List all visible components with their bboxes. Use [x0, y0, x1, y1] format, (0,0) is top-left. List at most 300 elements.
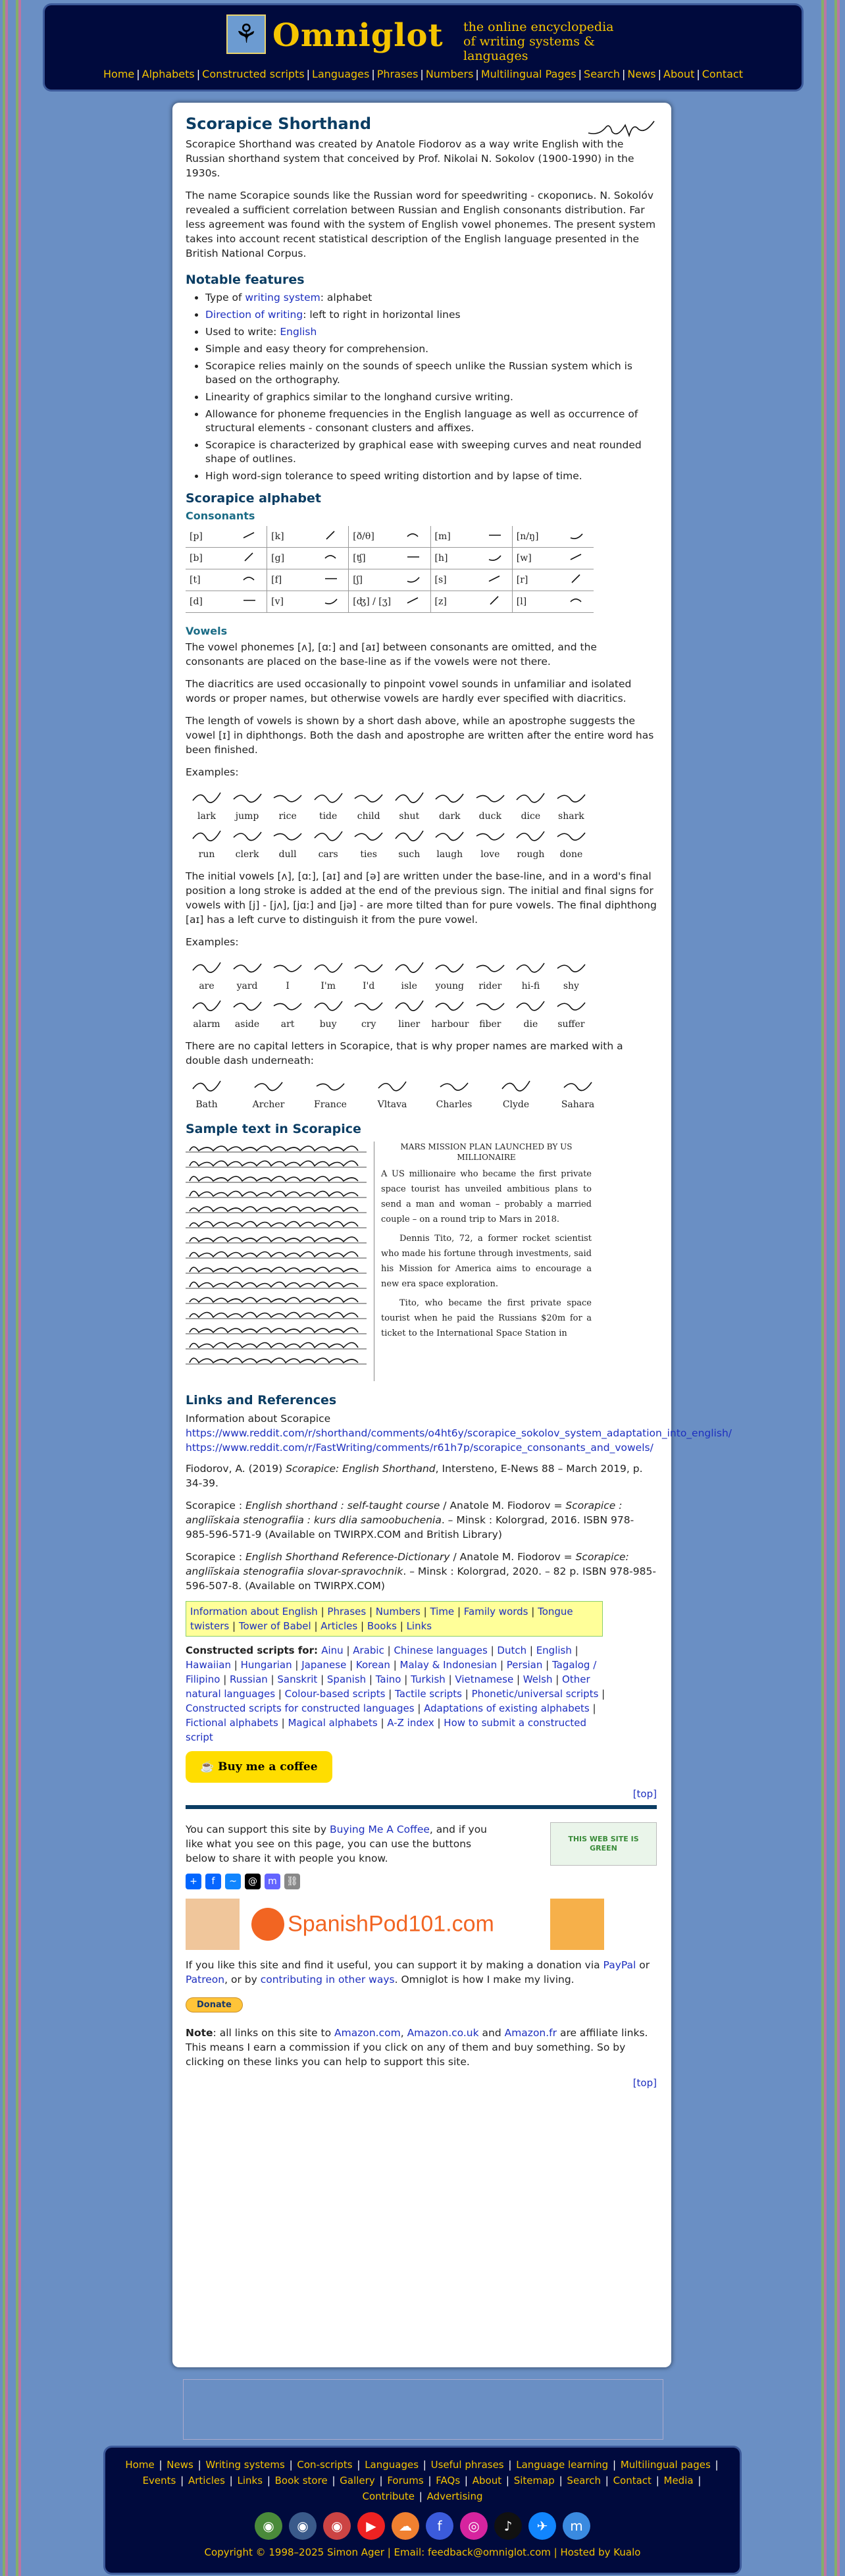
constructed-script-link[interactable]: Korean [355, 1659, 390, 1671]
shorthand-outline [555, 826, 588, 845]
shorthand-outline [433, 957, 466, 977]
shorthand-outline [514, 787, 547, 807]
feature-item: • Direction of writing: left to right in horizontal lines [205, 308, 657, 322]
constructed-script-link[interactable]: Tactile scripts [395, 1688, 462, 1700]
example-word: run [188, 826, 225, 860]
links-block [186, 1411, 732, 1455]
consonant-glyph [396, 569, 431, 591]
tagline-line-1: the online encyclopedia [463, 20, 614, 34]
bluesky-icon[interactable]: ~ [225, 1874, 241, 1889]
footer-nav-link[interactable]: Contribute [362, 2490, 415, 2502]
constructed-script-link[interactable]: Adaptations of existing alphabets [424, 1702, 590, 1714]
example-word: jump [229, 787, 266, 822]
direction-link[interactable]: Direction of writing [205, 309, 303, 321]
constructed-script-link[interactable]: Tagalog / Filipino [186, 1659, 597, 1685]
examples-row-1b [186, 826, 592, 860]
example-word: ties [350, 826, 387, 860]
consonant-glyph [314, 569, 349, 591]
shorthand-outline [352, 787, 385, 807]
sample-text-block [186, 1142, 594, 1381]
example-word: cars [310, 826, 347, 860]
feature-item: • Used to write: English [205, 325, 657, 339]
example-word: harbour [431, 995, 468, 1030]
support-section [186, 1822, 657, 2089]
consonant-symbol: [ʃ] [349, 569, 396, 591]
example-word: I [269, 957, 306, 991]
example-word: tide [310, 787, 347, 822]
constructed-script-link[interactable]: A-Z index [387, 1717, 434, 1729]
site-logo[interactable] [226, 14, 621, 63]
shorthand-outline [271, 826, 304, 845]
footer-nav-link[interactable]: Language learning [516, 2459, 609, 2471]
consonant-glyph [232, 548, 267, 569]
facebook-icon[interactable]: f [426, 2512, 453, 2540]
consonant-symbol: [l] [512, 591, 559, 613]
constructed-script-link[interactable]: Dutch [497, 1644, 527, 1656]
amazon-uk-link[interactable]: Amazon.co.uk [407, 2027, 479, 2039]
nav-multilingual[interactable]: Multilingual Pages [480, 68, 576, 80]
example-word: such [391, 826, 428, 860]
example-word: lark [188, 787, 225, 822]
consonant-symbol: [r] [512, 569, 559, 591]
footer-nav-link[interactable]: Sitemap [513, 2475, 555, 2486]
nav-constructed-scripts[interactable]: Constructed scripts [202, 68, 305, 80]
mastodon-icon[interactable]: m [563, 2512, 590, 2540]
consonant-glyph [559, 569, 594, 591]
related-link[interactable]: Family words [463, 1606, 528, 1617]
mastodon-icon[interactable]: m [265, 1874, 280, 1889]
example-word: laugh [431, 826, 468, 860]
constructed-script-link[interactable]: Russian [230, 1673, 268, 1685]
constructed-label: Constructed scripts for: [186, 1644, 322, 1656]
consonant-glyph [314, 526, 349, 548]
constructed-script-link[interactable]: Vietnamese [455, 1673, 514, 1685]
consonant-symbol: [h] [430, 548, 478, 569]
nav-home[interactable]: Home [103, 68, 135, 80]
constructed-script-link[interactable]: Fictional alphabets [186, 1717, 278, 1729]
amazon-fr-link[interactable]: Amazon.fr [504, 2027, 557, 2039]
shorthand-outline [433, 995, 466, 1015]
example-word: aside [229, 995, 266, 1030]
example-word: Vltava [374, 1076, 411, 1110]
example-word: yard [229, 957, 266, 991]
shorthand-outline [271, 787, 304, 807]
footer-nav-link[interactable]: Links [237, 2475, 263, 2486]
consonant-row [186, 526, 594, 548]
footer-nav-link[interactable]: Articles [188, 2475, 225, 2486]
shorthand-outline [190, 995, 223, 1015]
shorthand-outline [190, 1076, 223, 1095]
related-links-box: Information about English | Phrases | Numbers | Time | Family words | Tongue twisters | Tower of Babel | Articles | Books | Links [186, 1601, 603, 1637]
footer-nav-link[interactable]: Con-scripts [297, 2459, 353, 2471]
constructed-script-link[interactable]: Sanskrit [277, 1673, 318, 1685]
footer-nav-link[interactable]: Media [663, 2475, 694, 2486]
constructed-script-link[interactable]: English [536, 1644, 572, 1656]
badge-icon[interactable]: ◉ [255, 2512, 282, 2540]
example-word: rider [472, 957, 509, 991]
consonant-symbol: [s] [430, 569, 478, 591]
example-word: I'm [310, 957, 347, 991]
top-link-bottom [186, 2077, 657, 2089]
consonant-symbol: [ʧ] [349, 548, 396, 569]
consonant-glyph [478, 591, 513, 613]
reference-2: Scorapice : English shorthand : self-taught course / Anatole M. Fiodorov = Scorapice : angliĭskaia stenografiia : kurs dlia samoobuchenia. – Minsk : Kolorgrad, 2016. ISBN 978-985-596-571-9 (Available on TWIRPX.COM and British Library) [186, 1500, 634, 1540]
shorthand-outline [393, 957, 426, 977]
shorthand-outline [231, 826, 264, 845]
shorthand-outline [312, 995, 345, 1015]
constructed-script-link[interactable]: Magical alphabets [288, 1717, 378, 1729]
intro-paragraph-1: Scorapice Shorthand was created by Anatole Fiodorov as a way write English with the Russian shorthand system that conceived by Prof. Nikolai N. Sokolov (1900-1990) in the 1930s. [186, 138, 634, 179]
examples-row-2a [186, 957, 592, 991]
constructed-scripts-links: Constructed scripts for: Ainu | Arabic | Chinese languages | Dutch | English | Hawaiian | Hungarian | Japanese | Korean | Malay & Indonesian | Persian | Tagalog / Filipino | Russian | Sanskrit | Spanish | Taino | Turkish | Vietnamese | Welsh | Other natural languages | Colour-based scripts | Tactile scripts | Phonetic/universal scripts | Constructed scripts for constructed languages | Adaptations of existing alphabets | Fictional alphabets | Magical alphabets | A-Z index | How to submit a constructed script [186, 1644, 605, 1743]
back-to-top-link[interactable]: [top] [632, 2077, 657, 2089]
main-content-card [172, 103, 732, 2367]
example-word: France [312, 1076, 349, 1110]
shorthand-outline [514, 957, 547, 977]
capitals-paragraph: There are no capital letters in Scorapice, that is why proper names are marked with a double dash underneath: [186, 1040, 623, 1066]
feature-item: • Type of writing system: alphabet [205, 291, 657, 305]
shorthand-outline [433, 787, 466, 807]
shorthand-outline [314, 1076, 347, 1095]
links-info-text: Information about Scorapice [186, 1413, 331, 1425]
shorthand-outline [438, 1076, 471, 1095]
shorthand-outline [555, 787, 588, 807]
nav-about[interactable]: About [663, 68, 695, 80]
feature-item: • Scorapice is characterized by graphical ease with sweeping curves and neat rounded shape of outlines. [205, 438, 657, 466]
tagline-line-2: of writing systems & languages [463, 34, 595, 63]
example-word: isle [391, 957, 428, 991]
example-word: rough [512, 826, 549, 860]
shorthand-outline [555, 957, 588, 977]
constructed-script-link[interactable]: Turkish [411, 1673, 446, 1685]
consonant-glyph [396, 591, 431, 613]
shorthand-outline [231, 995, 264, 1015]
instagram-icon[interactable]: ◎ [460, 2512, 488, 2540]
shorthand-outline [190, 957, 223, 977]
example-word: clerk [229, 826, 266, 860]
footer-nav-link[interactable]: Contact [613, 2475, 652, 2486]
reference-1: Fiodorov, A. (2019) Scorapice: English Shorthand, Intersteno, E-News 88 – March 2019, p. 34-39. [186, 1463, 643, 1489]
vowels-heading: Vowels [186, 625, 228, 637]
example-word: dark [431, 787, 468, 822]
related-link[interactable]: Phrases [327, 1606, 367, 1617]
consonant-glyph [396, 548, 431, 569]
consonant-symbol: [ʤ] / [ʒ] [349, 591, 396, 613]
constructed-script-link[interactable]: Ainu [321, 1644, 344, 1656]
examples-label-2: Examples: [186, 936, 239, 948]
amazon-com-link[interactable]: Amazon.com [334, 2027, 401, 2039]
article-body [186, 115, 732, 2094]
shorthand-sample-lines [186, 1142, 370, 1379]
shorthand-outline [514, 826, 547, 845]
example-word: alarm [188, 995, 225, 1030]
example-word: shy [553, 957, 590, 991]
consonants-table [186, 526, 594, 613]
nav-languages[interactable]: Languages [312, 68, 370, 80]
vowels-paragraph-3: The length of vowels is shown by a short dash above, while an apostrophe suggests the vowel [ɪ] in diphthongs. Both the dash and apostrophe are written after the entire word has been finished. [186, 715, 654, 756]
shorthand-outline [352, 957, 385, 977]
site-header [45, 5, 802, 90]
consonant-glyph [559, 526, 594, 548]
example-word: duck [472, 787, 509, 822]
consonant-symbol: [v] [267, 591, 315, 613]
footer-nav-link[interactable]: FAQs [436, 2475, 461, 2486]
paypal-link[interactable]: PayPal [603, 1959, 636, 1971]
copyright: Copyright © 1998–2025 Simon Ager | Email: feedback@omniglot.com | Hosted by Kualo [204, 2546, 641, 2558]
vowels-paragraph-1: The vowel phonemes [ʌ], [ɑː] and [aɪ] between consonants are omitted, and the consonants are placed on the base-line as if the vowels were not there. [186, 641, 597, 668]
examples-row-2b [186, 995, 592, 1030]
nav-news[interactable]: News [627, 68, 656, 80]
site-footer [105, 2448, 740, 2573]
shorthand-outline [514, 995, 547, 1015]
constructed-script-link[interactable]: Spanish [326, 1673, 367, 1685]
footer-nav-link[interactable]: Book store [274, 2475, 328, 2486]
nav-contact[interactable]: Contact [702, 68, 743, 80]
facebook-icon[interactable]: f [205, 1874, 221, 1889]
coffee-cup-icon: ☕ [200, 1760, 215, 1774]
constructed-script-link[interactable]: Constructed scripts for constructed languages [186, 1702, 415, 1714]
social-icons [105, 2512, 740, 2540]
english-link[interactable]: English [280, 326, 317, 338]
shorthand-outline [312, 957, 345, 977]
footer-nav-link[interactable]: Writing systems [205, 2459, 285, 2471]
support-paragraph-2: If you like this site and find it useful, you can support it by making a donation via PayPal or Patreon, or by contributing in other ways. Omniglot is how I make my living. [186, 1959, 650, 1985]
consonant-glyph [314, 591, 349, 613]
support-paragraph-1: You can support this site by Buying Me A Coffee, and if you like what you see on this page, you can use the buttons below to share it with people you know. [186, 1824, 488, 1864]
consonant-symbol: [f] [267, 569, 315, 591]
banner-promo [550, 1899, 604, 1950]
consonant-glyph [232, 569, 267, 591]
footer-nav: Home | News | Writing systems | Con-scripts | Languages | Useful phrases | Language learning | Multilingual pages | Events | Articles | Links | Book store | Gallery | Forums | FAQs | About | Sitemap | Search | Contact | Media | Contribute | Advertising [125, 2459, 719, 2502]
shorthand-outline [231, 957, 264, 977]
shorthand-outline [352, 826, 385, 845]
consonant-row [186, 569, 594, 591]
example-word: buy [310, 995, 347, 1030]
sample-paragraph: Tito, who became the first private space tourist when he paid the Russians $20m for a ticket to the International Space Station in [381, 1298, 592, 1338]
sample-title: MARS MISSION PLAN LAUNCHED BY US MILLIONAIRE [400, 1142, 573, 1162]
features-list [186, 291, 657, 483]
example-word: Bath [188, 1076, 225, 1110]
consonant-symbol: [g] [267, 548, 315, 569]
constructed-script-link[interactable]: Hungarian [240, 1659, 292, 1671]
reference-3: Scorapice : English Shorthand Reference-Dictionary / Anatole M. Fiodorov = Scorapice: angliĭskaia stenografiia slovar-spravochnik. – Minsk : Kolorgrad, 2020. – 82 p. ISBN 978-985-596-507-8. (Available on TWIRPX.COM) [186, 1551, 656, 1592]
constructed-script-link[interactable]: How to submit a constructed script [186, 1717, 587, 1743]
example-word: dice [512, 787, 549, 822]
constructed-script-link[interactable]: Chinese languages [394, 1644, 488, 1656]
footer-nav-link[interactable]: Gallery [340, 2475, 375, 2486]
consonant-glyph [478, 526, 513, 548]
constructed-script-link[interactable]: Welsh [523, 1673, 553, 1685]
reddit-link-2[interactable]: https://www.reddit.com/r/FastWriting/comments/r61h7p/scorapice_consonants_and_vowels/ [186, 1442, 653, 1454]
shorthand-outline [555, 995, 588, 1015]
consonant-glyph [232, 526, 267, 548]
footer-nav-link[interactable]: Forums [387, 2475, 424, 2486]
youtube-icon[interactable]: ▶ [357, 2512, 385, 2540]
shorthand-outline [474, 787, 507, 807]
sample-shorthand-image [186, 1142, 374, 1381]
consonant-row [186, 591, 594, 613]
spanishpod-logo: SpanishPod101.com [251, 1908, 515, 1941]
site-tagline [463, 20, 621, 63]
buying-coffee-link[interactable]: Buying Me A Coffee [329, 1824, 430, 1835]
footer-nav-link[interactable]: Home [125, 2459, 155, 2471]
consonant-symbol: [b] [186, 548, 232, 569]
consonant-glyph [559, 591, 594, 613]
consonant-glyph [478, 569, 513, 591]
example-word: Clyde [498, 1076, 534, 1110]
spanishpod-banner[interactable] [186, 1899, 657, 1950]
shorthand-outline [271, 957, 304, 977]
related-link[interactable]: Numbers [375, 1606, 421, 1617]
consonant-symbol: [z] [430, 591, 478, 613]
example-word: rice [269, 787, 306, 822]
copy-link-icon[interactable]: ⛓ [284, 1874, 300, 1889]
top-nav: Home | Alphabets | Constructed scripts | Languages | Phrases | Numbers | Multilingual Pages | Search | News | About | Contact [103, 68, 743, 80]
shorthand-outline [271, 995, 304, 1015]
donate-button[interactable]: Donate [186, 1997, 243, 2012]
patreon-link[interactable]: Patreon [186, 1974, 225, 1985]
example-word: I'd [350, 957, 387, 991]
examples-row-1a [186, 787, 592, 822]
shorthand-outline [474, 826, 507, 845]
nav-search[interactable]: Search [584, 68, 621, 80]
example-word: fiber [472, 995, 509, 1030]
footer-nav-link[interactable]: Events [142, 2475, 176, 2486]
example-word: Charles [436, 1076, 473, 1110]
constructed-script-link[interactable]: Phonetic/universal scripts [471, 1688, 599, 1700]
shorthand-outline [231, 787, 264, 807]
green-site-badge[interactable]: THIS WEB SITE IS GREEN [550, 1822, 657, 1866]
footer-nav-link[interactable]: Languages [365, 2459, 419, 2471]
related-link[interactable]: Tongue twisters [190, 1606, 573, 1632]
spanishpod-logo-icon [251, 1908, 284, 1941]
shorthand-outline [252, 1076, 285, 1095]
vowels-paragraph-2: The diacritics are used occasionally to pinpoint vowel sounds in unfamiliar and isolated words or proper names, but otherwise vowels are hardly ever specified with diacritics. [186, 678, 632, 704]
example-word: shut [391, 787, 428, 822]
share-buttons [186, 1874, 657, 1889]
example-word: cry [350, 995, 387, 1030]
constructed-script-link[interactable]: Arabic [353, 1644, 384, 1656]
nav-phrases[interactable]: Phrases [376, 68, 419, 80]
buy-me-a-coffee-button[interactable]: ☕ Buy me a coffee [186, 1751, 332, 1783]
reddit-link-1[interactable]: https://www.reddit.com/r/shorthand/comments/o4ht6y/scorapice_sokolov_system_adaptation_into_english/ [186, 1427, 732, 1439]
example-word: die [512, 995, 549, 1030]
consonant-glyph [232, 591, 267, 613]
footer-nav-link[interactable]: News [166, 2459, 193, 2471]
badge-icon[interactable]: ◉ [289, 2512, 317, 2540]
shorthand-outline [474, 957, 507, 977]
related-link[interactable]: Books [367, 1620, 397, 1632]
example-word: child [350, 787, 387, 822]
related-link[interactable]: Articles [320, 1620, 358, 1632]
examples-row-3 [186, 1076, 599, 1110]
consonant-symbol: [t] [186, 569, 232, 591]
example-word: liner [391, 995, 428, 1030]
contribute-link[interactable]: contributing in other ways [260, 1974, 395, 1985]
intro-paragraph-2: The name Scorapice sounds like the Russian word for speedwriting - скоропись. N. Sokolóv revealed a sufficient correlation between Russian and English consonants distribution. Far less agreement was found with the system of English vowel phonemes. The present system takes into account recent statistical description of the English language presented in the British National Corpus. [186, 190, 656, 259]
tiktok-icon[interactable]: ♪ [494, 2512, 522, 2540]
example-word: Archer [250, 1076, 287, 1110]
constructed-script-link[interactable]: Taino [375, 1673, 401, 1685]
constructed-script-link[interactable]: Colour-based scripts [284, 1688, 386, 1700]
examples-label: Examples: [186, 766, 239, 778]
page-title: Scorapice Shorthand [186, 115, 372, 133]
consonant-symbol: [w] [512, 548, 559, 569]
constructed-script-link[interactable]: Persian [506, 1659, 543, 1671]
shorthand-outline [393, 995, 426, 1015]
affiliate-note: Note: all links on this site to Amazon.com, Amazon.co.uk and Amazon.fr are affiliate links. This means I earn a commission if you click on any of them and buy something. So by clicking on these links you can help to support this site. [186, 2027, 648, 2068]
links-heading: Links and References [186, 1393, 337, 1407]
shorthand-outline [312, 787, 345, 807]
back-to-top-link[interactable]: [top] [632, 1788, 657, 1800]
shorthand-outline [376, 1076, 409, 1095]
bluesky-icon[interactable]: ✈ [528, 2512, 556, 2540]
example-word: love [472, 826, 509, 860]
consonant-glyph [559, 548, 594, 569]
top-link [186, 1788, 657, 1800]
consonant-symbol: [ð/θ] [349, 526, 396, 548]
footer-nav-link[interactable]: Multilingual pages [620, 2459, 711, 2471]
footer-nav-link[interactable]: Search [567, 2475, 601, 2486]
feature-item: • Allowance for phoneme frequencies in the English language as well as occurrence of structural elements - consonant clusters and affixes. [205, 407, 657, 435]
ad-banner-placeholder[interactable] [183, 2379, 663, 2440]
badge-icon[interactable]: ◉ [323, 2512, 351, 2540]
consonant-symbol: [k] [267, 526, 315, 548]
threads-icon[interactable]: @ [245, 1874, 261, 1889]
share-plus-icon[interactable]: + [186, 1874, 201, 1889]
shorthand-outline [433, 826, 466, 845]
consonant-symbol: [n/ŋ] [512, 526, 559, 548]
shorthand-outline [499, 1076, 532, 1095]
site-name: Omniglot [272, 17, 444, 54]
shorthand-outline [393, 826, 426, 845]
constructed-script-link[interactable]: Other natural languages [186, 1673, 590, 1700]
banner-photo [186, 1899, 240, 1950]
consonant-row [186, 548, 594, 569]
section-divider [186, 1805, 657, 1809]
footer-nav-link[interactable]: Useful phrases [430, 2459, 504, 2471]
right-pattern-border [819, 0, 845, 2576]
constructed-script-link[interactable]: Hawaiian [186, 1659, 231, 1671]
example-word: shark [553, 787, 590, 822]
example-word: hi-fi [512, 957, 549, 991]
related-link[interactable]: Tower of Babel [238, 1620, 311, 1632]
omniglot-glyph-icon: ⚘ [226, 14, 266, 54]
nav-numbers[interactable]: Numbers [425, 68, 474, 80]
sample-paragraph: A US millionaire who became the first private space tourist has unveiled ambitious plans to send a man and woman – probably a married couple – on a round trip to Mars in 2018. [381, 1169, 592, 1224]
related-link[interactable]: Links [406, 1620, 432, 1632]
nav-alphabets[interactable]: Alphabets [141, 68, 195, 80]
soundcloud-icon[interactable]: ☁ [392, 2512, 419, 2540]
footer-nav-link[interactable]: About [472, 2475, 502, 2486]
related-link[interactable]: Information about English [190, 1606, 318, 1617]
consonant-glyph [396, 526, 431, 548]
shorthand-outline [190, 787, 223, 807]
initial-vowels-paragraph: The initial vowels [ʌ], [ɑː], [aɪ] and [ə] are written under the base-line, and in a word's final position a long stroke is added at the end of the previous sign. The initial and final signs for vowels with [j] - [jʌ], [jɑː] and [jə] - are more tilted than for pure vowels. The final diphthong [aɪ] has a left curve to distinguish it from the pure vowel. [186, 870, 657, 926]
shorthand-outline [312, 826, 345, 845]
constructed-script-link[interactable]: Malay & Indonesian [399, 1659, 498, 1671]
alphabet-heading: Scorapice alphabet [186, 491, 321, 506]
sample-heading: Sample text in Scorapice [186, 1122, 361, 1136]
constructed-script-link[interactable]: Japanese [301, 1659, 347, 1671]
features-heading: Notable features [186, 273, 305, 287]
consonant-symbol: [d] [186, 591, 232, 613]
consonants-heading: Consonants [186, 510, 255, 522]
left-pattern-border [0, 0, 26, 2576]
writing-system-link[interactable]: writing system [245, 292, 320, 303]
footer-nav-link[interactable]: Advertising [426, 2490, 483, 2502]
related-link[interactable]: Time [430, 1606, 455, 1617]
